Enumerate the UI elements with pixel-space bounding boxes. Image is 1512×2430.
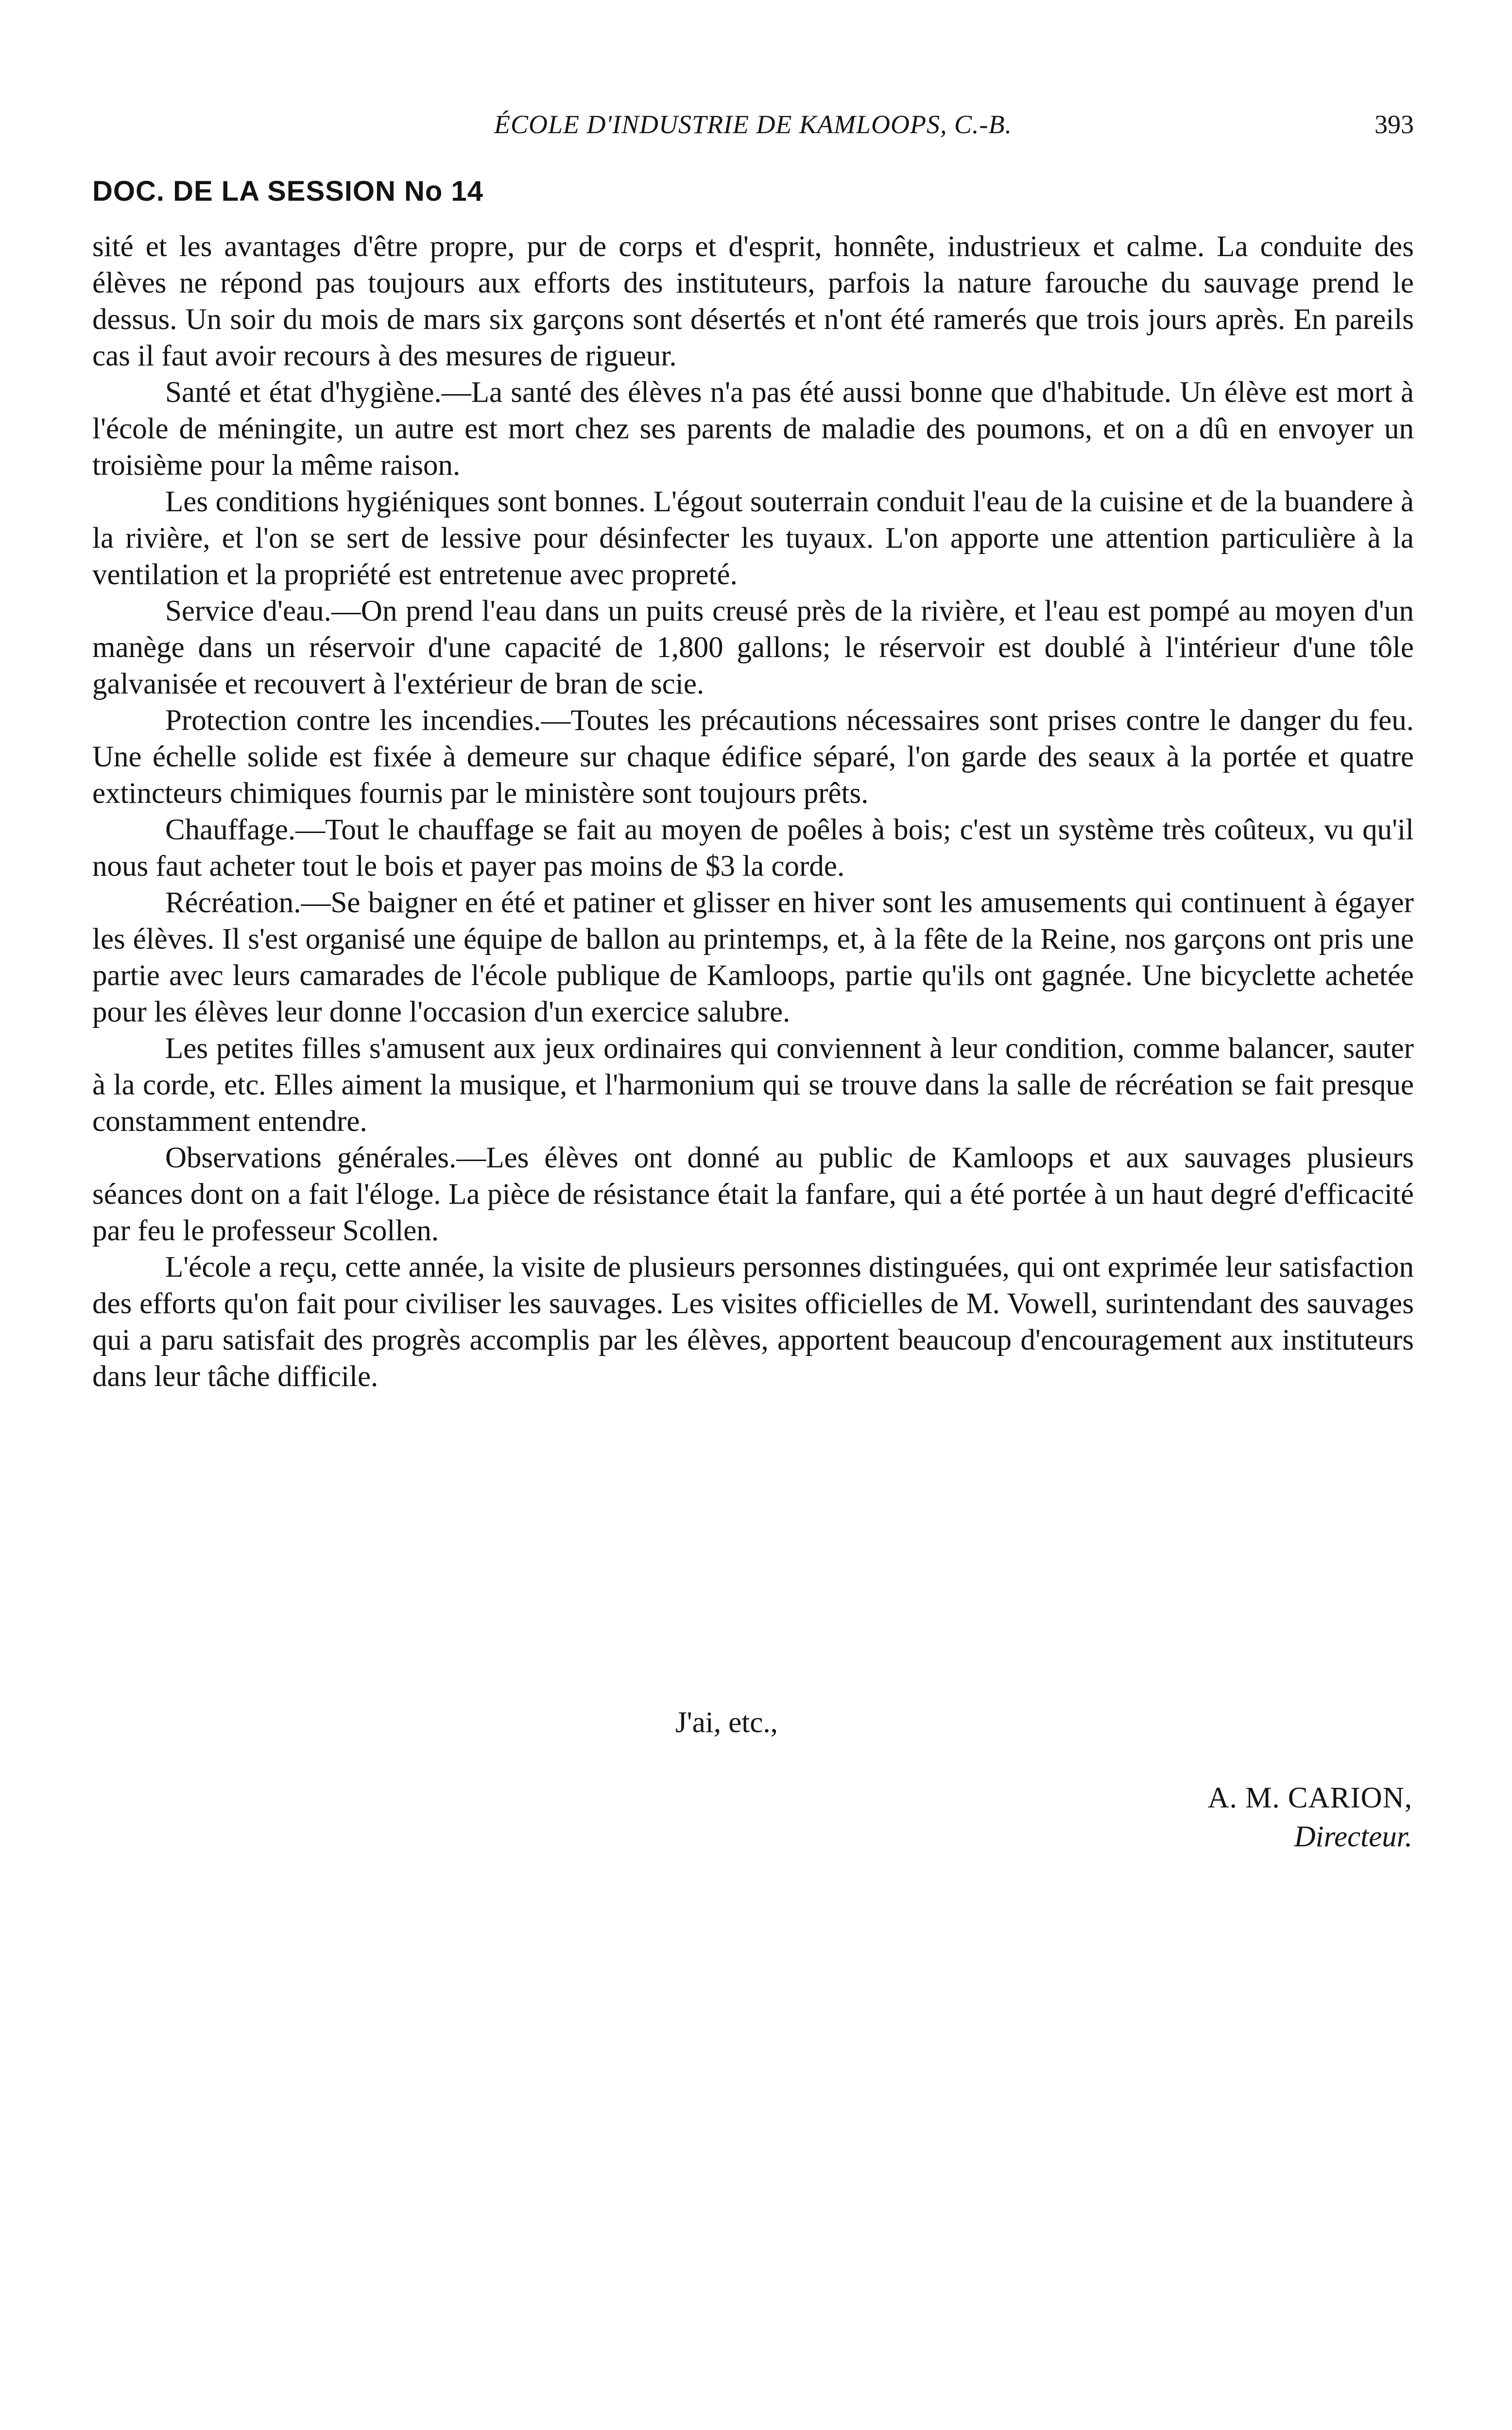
paragraph-visits: L'école a reçu, cette année, la visite de plusieurs personnes distinguées, qui ont exprimée leur satisfaction des efforts qu'on fait pour civiliser les sauvages. Les visites officielles de M. Vowell, surintendant des sauvages qui a paru satisfait des progrès accomplis par les élèves, apportent beaucoup d'encouragement aux instituteurs dans leur tâche difficile. (92, 1251, 1414, 1393)
paragraph-health: Santé et état d'hygiène.—La santé des élèves n'a pas été aussi bonne que d'habitude. Un élève est mort à l'école de méningite, un autre est mort chez ses parents de maladie des poumons, et on a dû en envoyer un troisième pour la même raison. (92, 376, 1414, 482)
signer-title: Directeur. (1294, 1821, 1412, 1853)
paragraph-recreation: Récréation.—Se baigner en été et patiner et glisser en hiver sont les amusements qui continuent à égayer les élèves. Il s'est organisé une équipe de ballon au printemps, et, à la fête de la Reine, nos garçons ont pris une partie avec leurs camarades de l'école publique de Kamloops, partie qu'ils ont gagnée. Une bicyclette achetée pour les élèves leur donne l'occasion d'un exercice salubre. (92, 886, 1414, 1028)
page-number: 393 (1375, 110, 1414, 139)
paragraph-general-observations: Observations générales.—Les élèves ont donné au public de Kamloops et aux sauvages plusieurs séances dont on a fait l'éloge. La pièce de résistance était la fanfare, qui a été portée à un haut degré d'efficacité par feu le professeur Scollen. (92, 1142, 1414, 1247)
paragraph-water-service: Service d'eau.—On prend l'eau dans un puits creusé près de la rivière, et l'eau est pompé au moyen d'un manège dans un réservoir d'une capacité de 1,800 gallons; le réservoir est doublé à l'intérieur d'une tôle galvanisée et recouvert à l'extérieur de bran de scie. (92, 595, 1414, 700)
paragraph-fire-protection: Protection contre les incendies.—Toutes les précautions nécessaires sont prises contre le danger du feu. Une échelle solide est fixée à demeure sur chaque édifice séparé, l'on garde des seaux à la portée et quatre extincteurs chimiques fournis par le ministère sont toujours prêts. (92, 704, 1414, 810)
paragraph-heating: Chauffage.—Tout le chauffage se fait au moyen de poêles à bois; c'est un système très coûteux, vu qu'il nous faut acheter tout le bois et payer pas moins de $3 la corde. (92, 814, 1414, 883)
running-header (92, 109, 1414, 148)
running-title: ÉCOLE D'INDUSTRIE DE KAMLOOPS, C.-B. (494, 110, 1012, 139)
paragraph-hygiene: Les conditions hygiéniques sont bonnes. L'égout souterrain conduit l'eau de la cuisine et de la buandere à la rivière, et l'on se sert de lessive pour désinfecter les tuyaux. L'on apporte une attention particulière à la ventilation et la propriété est entretenue avec propreté. (92, 486, 1414, 591)
paragraph-discipline: sité et les avantages d'être propre, pur de corps et d'esprit, honnête, industrieux et calme. La conduite des élèves ne répond pas toujours aux efforts des instituteurs, parfois la nature farouche du sauvage prend le dessus. Un soir du mois de mars six garçons sont désertés et n'ont été ramerés que trois jours après. En pareils cas il faut avoir recours à des mesures de rigueur. (92, 230, 1414, 372)
closing-salutation: J'ai, etc., (675, 1706, 778, 1739)
signer-name: A. M. CARION, (1207, 1782, 1412, 1814)
paragraph-girls-games: Les petites filles s'amusent aux jeux ordinaires qui conviennent à leur condition, comme balancer, sauter à la corde, etc. Elles aiment la musique, et l'harmonium qui se trouve dans la salle de récréation se fait presque constamment entendre. (92, 1032, 1414, 1138)
body-text (92, 228, 1414, 1395)
session-label: DOC. DE LA SESSION No 14 (92, 175, 483, 207)
